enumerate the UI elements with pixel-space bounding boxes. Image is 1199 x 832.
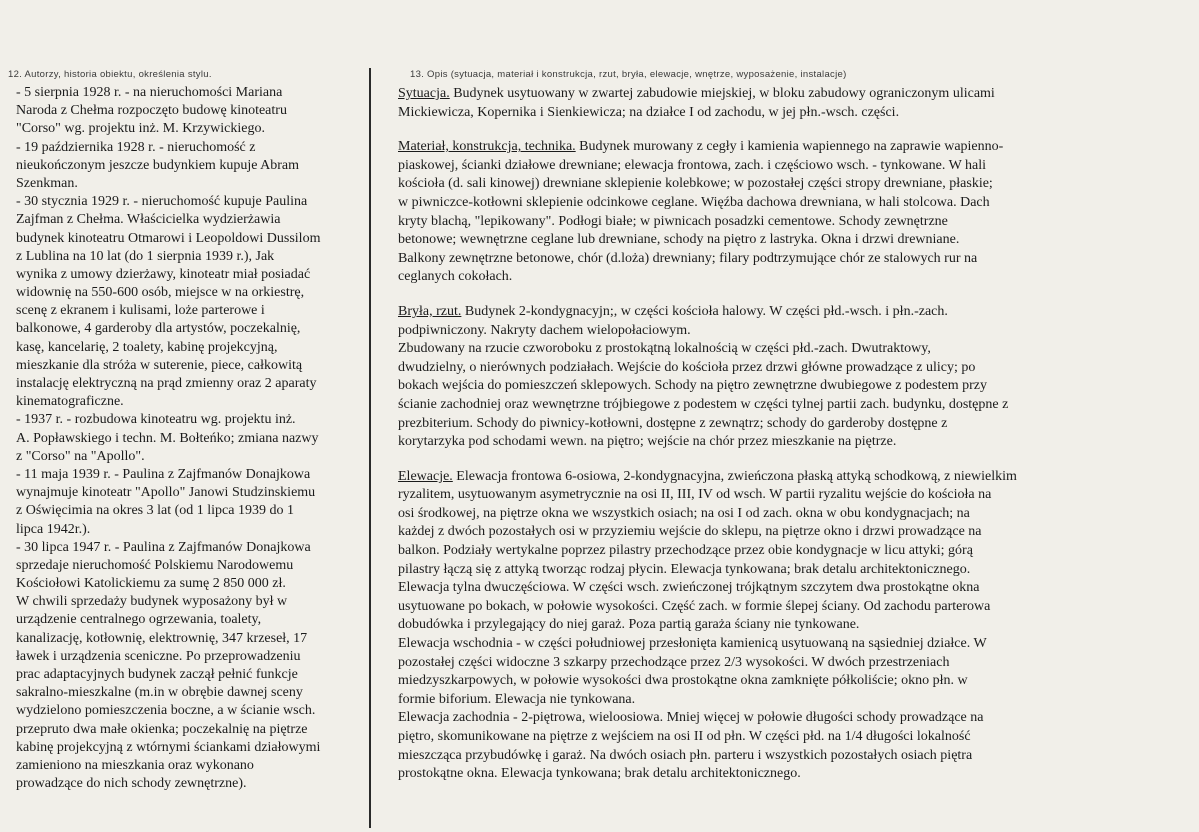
section-line [398, 691, 1178, 710]
history-line: kinematograficzne. [16, 394, 124, 410]
section-text: prostokątne okna. Elewacja tynkowana; brak detalu architektonicznego. [398, 766, 801, 782]
section-line [398, 415, 1178, 434]
section-line [398, 194, 1178, 213]
section-text: Budynek murowany z cegły i kamienia wapiennego na zaprawie wapienno- [575, 139, 1004, 155]
section-text: mieszcząca przybudówkę i garaż. Na dwóch osiach płn. parteru i wszystkich pozostałych osiach piętra [398, 747, 973, 763]
section-line [398, 654, 1178, 673]
history-line: - 1937 r. - rozbudowa kinoteatru wg. projektu inż. [16, 412, 296, 428]
section-line [398, 765, 1178, 784]
history-line: budynek kinoteatru Otmarowi i Leopoldowi Dussilom [16, 230, 321, 246]
section-line [398, 340, 1178, 359]
description-column [398, 85, 1178, 784]
section-line [398, 303, 1178, 322]
section-text: Elewacja wschodnia - w części południowej przesłonięta kamienicą usytuowaną na sąsiedniej działce. W [398, 636, 987, 652]
section-text: piaskowej, ścianki działowe drewniane; elewacja frontowa, zach. i częściowo wsch. - tynkowane. W hali [398, 157, 987, 173]
history-line: nieukończonym jeszcze budynkiem kupuje Abram [16, 157, 300, 173]
section-text: w piwniczce-kotłowni sklepienie odcinkowe ceglane. Więźba dachowa drewniana, w hali stolcowa. Dach [398, 194, 990, 210]
left-column-header: 12. Autorzy, historia obiektu, określenia stylu. [8, 69, 212, 80]
section-text: dobudówka i przylegający do niej garaż. Poza partią garaża ściany nie tynkowane. [398, 617, 860, 633]
section-text: bokach wejścia do pomieszczeń sklepowych. Schody na piętro zewnętrzne dwubiegowe z podestem przy [398, 378, 987, 394]
history-line: scenę z ekranem i kulisami, loże parterowe i [16, 303, 265, 319]
history-line: prowadzące do nich schody zewnętrzne). [16, 776, 247, 792]
section-spacer [398, 452, 1178, 468]
section-line [398, 635, 1178, 654]
section-text: Balkony zewnętrzne betonowe, chór (d.loża) drewniany; filary podtrzymujące chór ze stalowych rur na [398, 250, 978, 266]
section-spacer [398, 287, 1178, 303]
history-line: - 5 sierpnia 1928 r. - na nieruchomości Mariana [16, 85, 283, 100]
section-line [398, 396, 1178, 415]
section-text: Elewacja frontowa 6-osiowa, 2-kondygnacyjna, zwieńczona płaską attyką schodkową, z niewielkim [452, 468, 1017, 484]
section-text: Zbudowany na rzucie czworoboku z prostokątną lokalnością w części płd.-zach. Dwutraktowy, [398, 341, 931, 357]
section-text: piętro, skomunikowane na piętrze z wejściem na osi II od płn. W części płd. na 1/4 długości lokalność [398, 729, 971, 744]
section-text: Elewacja tylna dwuczęściowa. W części wsch. zwieńczonej trójkątnym szczytem dwa prostokątne okna [398, 580, 980, 596]
section-line [398, 433, 1178, 452]
section-text: kryty blachą, "lepikowany". Podłogi białe; w piwnicach posadzki cementowe. Schody zewnętrzne [398, 213, 948, 229]
right-column-header: 13. Opis (sytuacja, materiał i konstrukcja, rzut, bryła, elewacje, wnętrze, wyposażenie, instalacje) [410, 69, 847, 80]
history-line: wydzielono pomieszczenia boczne, a w ścianie wsch. [16, 703, 316, 719]
history-line: kanalizację, kotłownię, elektrownię, 347 krzeseł, 17 [16, 630, 308, 646]
section-line [398, 250, 1178, 269]
section-text: dwudzielny, o nierównych podziałach. Wejście do kościoła przez drzwi główne prowadzące z ulicy; po [398, 359, 976, 375]
section-line [398, 561, 1178, 580]
section-line [398, 598, 1178, 617]
section-text: pozostałej części widoczne 3 szkarpy przechodzące przez 2/3 wysokości. W dwóch przestrzeniach [398, 654, 950, 670]
section-block [398, 468, 1178, 784]
section-line [398, 175, 1178, 194]
history-line: "Corso" wg. projektu inż. M. Krzywickiego. [16, 121, 265, 137]
section-text: osi środkowej, na piętrze okna we wszystkich osiach; na osi I od zach. okna w obu kondygnacjach; na [398, 505, 970, 521]
history-line: sprzedaje nieruchomość Polskiemu Narodowemu [16, 557, 294, 573]
section-text: miedzyszkarpowych, w połowie wysokości dwa prostokątne okna zamknięte półkoliście; okno płn. w [398, 673, 968, 689]
history-line: - 30 stycznia 1929 r. - nieruchomość kupuje Paulina [16, 194, 308, 210]
section-text: Budynek usytuowany w zwartej zabudowie miejskiej, w bloku zabudowy ograniczonym ulicami [449, 86, 995, 101]
section-line [398, 322, 1178, 341]
section-line [398, 138, 1178, 157]
section-text: balkon. Podziały wertykalne poprzez pilastry przechodzące przez obie kondygnacje w licu attyki; górą [398, 543, 973, 559]
history-line: zamieniono na mieszkania oraz wykonano [16, 757, 254, 773]
section-text: podpiwniczony. Nakryty dachem wielopołaciowym. [398, 322, 691, 338]
section-text: korytarzyka pod schodami wewn. na piętro; wejście na chór przez mieszkanie na piętrze. [398, 434, 897, 450]
section-text: ścianie zachodniej oraz wewnętrzne trójbiegowe z podestem w części tylnej partii zach. budynku, dostępne z [398, 396, 1009, 412]
history-line: widownię na 550-600 osób, miejsce w na orkiestrę, [16, 285, 305, 301]
history-line: W chwili sprzedaży budynek wyposażony był w [16, 594, 288, 610]
section-title: Bryła, rzut. [398, 303, 462, 319]
section-line [398, 579, 1178, 598]
section-text: Elewacja zachodnia - 2-piętrowa, wieloosiowa. Mniej więcej w połowie długości schody prowadzące na [398, 710, 984, 726]
history-line: - 19 października 1928 r. - nieruchomość z [16, 139, 256, 155]
history-line: prac adaptacyjnych budynek zaczął pełnić funkcje [16, 667, 298, 682]
history-line: mieszkanie dla stróża w suterenie, piece, całkowitą [16, 357, 303, 373]
history-line: z Lublina na 10 lat (do 1 sierpnia 1939 r.), Jak [16, 248, 275, 264]
history-line: kabinę projekcyjną z wtórnymi ściankami działowymi [16, 739, 321, 755]
section-line [398, 523, 1178, 542]
history-line: Szenkman. [16, 175, 78, 191]
section-line [398, 616, 1178, 635]
section-line [398, 672, 1178, 691]
history-line: przepruto dwa małe okienka; poczekalnię na piętrze [16, 721, 308, 737]
section-block [398, 85, 1178, 122]
section-text: ceglanych cokołach. [398, 269, 513, 285]
section-text: pilastry łączą się z attyką tworząc rodzaj płycin. Elewacja tynkowana; brak detalu architektonicznego. [398, 561, 971, 577]
section-text: kościoła (d. sali kinowej) drewniane sklepienie kolebkowe; w pozostałej części stropy drewniane, płaskie; [398, 176, 993, 192]
history-line: Naroda z Chełma rozpoczęto budowę kinoteatru [16, 103, 287, 119]
section-text: Mickiewicza, Kopernika i Sienkiewicza; na działce I od zachodu, w jej płn.-wsch. części. [398, 104, 900, 120]
section-spacer [398, 122, 1178, 138]
history-line: sakralno-mieszkalne (m.in w obrębie dawnej sceny [16, 685, 303, 701]
section-line [398, 728, 1178, 747]
history-line: wynajmuje kinoteatr "Apollo" Janowi Studzinskiemu [16, 485, 316, 501]
history-line: z Oświęcimia na okres 3 lat (od 1 lipca 1939 do 1 [16, 503, 294, 519]
section-text: prezbiterium. Schody do piwnicy-kotłowni, dostępne z zewnątrz; schody do garderoby dostępne z [398, 415, 948, 431]
section-line [398, 213, 1178, 232]
section-line [398, 709, 1178, 728]
section-text: ryzalitem, usytuowanym asymetrycznie na osi II, III, IV od wsch. W partii ryzalitu wejście do kościoła na [398, 487, 992, 503]
history-line: wynika z umowy dzierżawy, kinoteatr miał posiadać [16, 266, 311, 282]
section-line [398, 505, 1178, 524]
section-text: formie biforium. Elewacja nie tynkowana. [398, 691, 636, 707]
section-block [398, 303, 1178, 452]
history-line: instalację elektryczną na prąd zmienny oraz 2 aparaty [16, 376, 317, 391]
section-title: Materiał, konstrukcja, technika. [398, 139, 576, 155]
section-line [398, 104, 1178, 123]
section-text: betonowe; wewnętrzne ceglane lub drewniane, schody na piętro z lastryka. Okna i drzwi drewniane. [398, 232, 960, 248]
section-line [398, 542, 1178, 561]
section-line [398, 747, 1178, 766]
history-line: - 11 maja 1939 r. - Paulina z Zajfmanów Donajkowa [16, 466, 311, 482]
section-text: Budynek 2-kondygnacyjn;, w części kościoła halowy. W części płd.-wsch. i płn.-zach. [461, 303, 948, 319]
history-line: - 30 lipca 1947 r. - Paulina z Zajfmanów Donajkowa [16, 539, 311, 555]
section-line [398, 231, 1178, 250]
history-line: kasę, kancelarię, 2 toalety, kabinę projekcyjną, [16, 339, 278, 355]
history-line: urządzenie centralnego ogrzewania, toalety, [16, 612, 262, 628]
section-title: Sytuacja. [398, 86, 450, 101]
history-line: balkonowe, 4 garderoby dla artystów, poczekalnię, [16, 321, 301, 337]
history-line: Kościołowi Katolickiemu za sumę 2 850 000 zł. [16, 576, 286, 592]
history-line: Zajfman z Chełma. Właścicielka wydzierżawia [16, 212, 281, 228]
section-block [398, 138, 1178, 287]
section-line [398, 359, 1178, 378]
history-line: A. Popławskiego i techn. M. Bołteńko; zmiana nazwy [16, 430, 319, 446]
section-title: Elewacje. [398, 468, 453, 484]
section-line [398, 377, 1178, 396]
section-line [398, 486, 1178, 505]
history-line: lipca 1942r.). [16, 521, 91, 537]
history-column [16, 84, 376, 793]
section-line [398, 268, 1178, 287]
history-line: z "Corso" na "Apollo". [16, 448, 145, 464]
section-text: każdej z dwóch pozostałych osi w przyziemiu wejście do sklepu, na piętrze okno i drzwi prowadzące na [398, 524, 982, 540]
section-text: usytuowane po bokach, w połowie wysokości. Część zach. w formie ślepej ściany. Od zachodu parterowa [398, 598, 991, 614]
section-line [398, 157, 1178, 176]
history-line: ławek i urządzenia sceniczne. Po przeprowadzeniu [16, 648, 301, 664]
section-line [398, 468, 1178, 487]
section-line [398, 85, 1178, 104]
